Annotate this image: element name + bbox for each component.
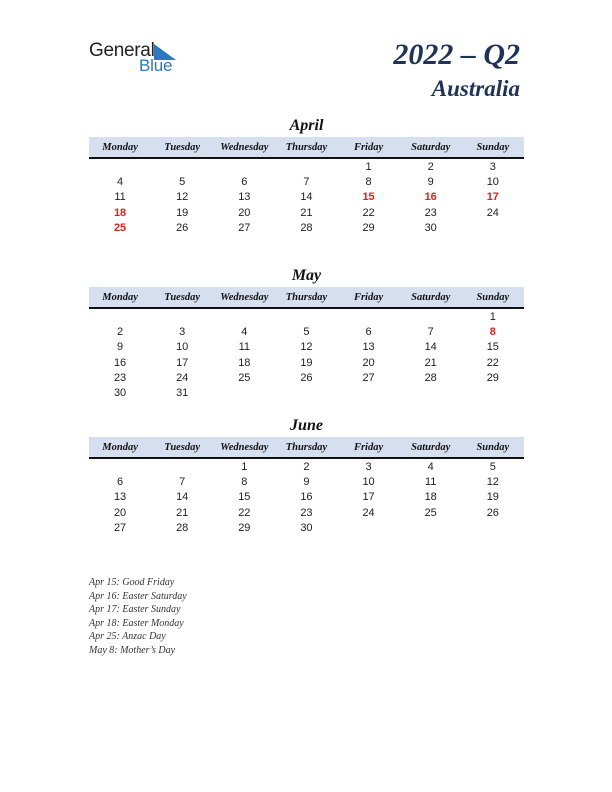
- day-cell: 17: [486, 191, 499, 204]
- empty-day-cell: [275, 160, 337, 175]
- day-cell: 16: [113, 356, 127, 369]
- day-cell: 19: [176, 206, 189, 219]
- day-cell: 15: [362, 191, 375, 204]
- day-cell: 18: [113, 206, 127, 219]
- day-cell: 14: [300, 191, 313, 204]
- day-cell: 14: [176, 491, 189, 504]
- day-cell: 11: [114, 191, 126, 204]
- day-cell: 18: [238, 356, 251, 369]
- weekday-friday: Friday: [353, 292, 384, 303]
- day-cell: 7: [303, 176, 310, 189]
- logo: [89, 40, 189, 76]
- day-cell: 24: [486, 206, 499, 219]
- weekday-wednesday: Wednesday: [220, 292, 269, 303]
- weekday-saturday: Saturday: [411, 442, 451, 453]
- month-june: [89, 415, 524, 536]
- empty-day-cell: [400, 521, 462, 536]
- day-cell: 19: [300, 356, 313, 369]
- empty-day-cell: [462, 386, 524, 401]
- empty-day-cell: [462, 521, 524, 536]
- day-cell: 13: [113, 491, 127, 504]
- day-cell: 2: [303, 461, 310, 473]
- day-cell: 9: [427, 176, 434, 189]
- holiday-note: Apr 17: Easter Sunday: [89, 604, 181, 616]
- empty-day-cell: [338, 386, 400, 401]
- weekday-tuesday: Tuesday: [164, 292, 201, 303]
- day-cell: 22: [362, 206, 375, 219]
- day-cell: 20: [362, 356, 375, 369]
- day-cell: 6: [241, 176, 248, 189]
- weekday-header: [89, 437, 524, 459]
- day-cell: 6: [117, 476, 124, 489]
- day-cell: 10: [362, 476, 375, 489]
- day-cell: 10: [486, 176, 499, 189]
- day-cell: 26: [176, 221, 189, 234]
- day-cell: 28: [176, 521, 189, 534]
- day-cell: 29: [362, 221, 375, 234]
- day-cell: 3: [489, 161, 496, 173]
- weekday-tuesday: Tuesday: [164, 442, 201, 453]
- day-cell: 30: [300, 521, 313, 534]
- weekday-thursday: Thursday: [285, 442, 328, 453]
- day-cell: 17: [176, 356, 189, 369]
- day-grid: [89, 459, 524, 536]
- day-cell: 31: [176, 386, 189, 399]
- empty-day-cell: [213, 310, 275, 325]
- empty-day-cell: [338, 521, 400, 536]
- day-cell: 30: [424, 221, 437, 234]
- month-title: May: [291, 267, 322, 284]
- quarter-title: 2022 – Q2: [393, 38, 520, 71]
- day-cell: 10: [176, 341, 189, 354]
- day-cell: 14: [424, 341, 437, 354]
- day-cell: 6: [365, 326, 372, 339]
- day-cell: 4: [117, 176, 124, 189]
- day-cell: 29: [486, 371, 499, 384]
- day-cell: 23: [300, 506, 313, 519]
- holiday-note: Apr 16: Easter Saturday: [89, 590, 187, 602]
- day-cell: 20: [113, 506, 127, 519]
- day-cell: 1: [489, 311, 496, 323]
- weekday-wednesday: Wednesday: [220, 142, 269, 153]
- day-cell: 8: [489, 326, 496, 339]
- empty-day-cell: [89, 460, 151, 475]
- logo-text-general: General: [89, 40, 155, 61]
- day-cell: 2: [427, 161, 434, 173]
- weekday-monday: Monday: [102, 442, 138, 453]
- weekday-header: [89, 287, 524, 309]
- weekday-monday: Monday: [102, 292, 138, 303]
- day-cell: 5: [489, 461, 496, 473]
- weekday-thursday: Thursday: [285, 292, 328, 303]
- empty-day-cell: [213, 386, 275, 401]
- day-cell: 4: [427, 461, 434, 473]
- day-cell: 23: [424, 206, 437, 219]
- day-cell: 3: [179, 326, 186, 339]
- empty-day-cell: [338, 310, 400, 325]
- weekday-saturday: Saturday: [411, 292, 451, 303]
- day-cell: 24: [176, 371, 189, 384]
- day-cell: 9: [117, 341, 124, 354]
- logo-text-blue: Blue: [139, 56, 173, 75]
- month-title: April: [289, 117, 324, 134]
- day-cell: 13: [362, 341, 375, 354]
- day-cell: 16: [300, 491, 313, 504]
- day-cell: 5: [303, 326, 310, 339]
- empty-day-cell: [275, 386, 337, 401]
- day-cell: 3: [365, 461, 372, 473]
- day-cell: 25: [424, 506, 437, 519]
- day-grid: [89, 159, 524, 236]
- day-cell: 1: [365, 161, 372, 173]
- day-cell: 25: [238, 371, 251, 384]
- day-cell: 15: [238, 491, 251, 504]
- day-grid: [89, 309, 524, 401]
- weekday-tuesday: Tuesday: [164, 142, 201, 153]
- day-cell: 12: [176, 191, 189, 204]
- empty-day-cell: [275, 310, 337, 325]
- weekday-friday: Friday: [353, 142, 384, 153]
- holiday-notes: [89, 576, 187, 658]
- empty-day-cell: [151, 460, 213, 475]
- weekday-header: [89, 137, 524, 159]
- day-cell: 21: [300, 206, 313, 219]
- day-cell: 12: [300, 341, 313, 354]
- day-cell: 5: [179, 176, 186, 189]
- weekday-wednesday: Wednesday: [220, 442, 269, 453]
- day-cell: 11: [424, 476, 437, 489]
- day-cell: 21: [176, 506, 189, 519]
- month-title: June: [290, 417, 323, 434]
- day-cell: 25: [113, 221, 127, 234]
- day-cell: 26: [300, 371, 313, 384]
- holiday-note: Apr 25: Anzac Day: [89, 631, 166, 643]
- day-cell: 30: [113, 386, 127, 399]
- day-cell: 24: [362, 506, 375, 519]
- day-cell: 1: [241, 461, 248, 473]
- holiday-note: Apr 15: Good Friday: [89, 577, 175, 588]
- day-cell: 7: [427, 326, 434, 339]
- weekday-sunday: Sunday: [476, 292, 510, 303]
- day-cell: 22: [486, 356, 499, 369]
- day-cell: 26: [486, 506, 499, 519]
- day-cell: 21: [424, 356, 437, 369]
- day-cell: 27: [362, 371, 375, 384]
- weekday-sunday: Sunday: [476, 142, 510, 153]
- day-cell: 9: [303, 476, 310, 489]
- day-cell: 18: [424, 491, 437, 504]
- day-cell: 27: [113, 521, 127, 534]
- weekday-friday: Friday: [353, 442, 384, 453]
- day-cell: 13: [238, 191, 251, 204]
- weekday-thursday: Thursday: [285, 142, 328, 153]
- empty-day-cell: [213, 160, 275, 175]
- day-cell: 15: [486, 341, 499, 354]
- day-cell: 16: [424, 191, 437, 204]
- day-cell: 29: [238, 521, 251, 534]
- holiday-note: Apr 18: Easter Monday: [89, 617, 184, 629]
- day-cell: 4: [241, 326, 248, 339]
- country-title: Australia: [431, 76, 520, 101]
- day-cell: 27: [238, 221, 251, 234]
- empty-day-cell: [89, 310, 151, 325]
- day-cell: 8: [241, 476, 248, 489]
- weekday-saturday: Saturday: [411, 142, 451, 153]
- empty-day-cell: [89, 160, 151, 175]
- day-cell: 8: [365, 176, 372, 189]
- day-cell: 7: [179, 476, 186, 489]
- month-may: [89, 265, 524, 401]
- month-april: [89, 115, 524, 236]
- empty-day-cell: [462, 221, 524, 236]
- day-cell: 20: [238, 206, 251, 219]
- day-cell: 11: [238, 341, 251, 354]
- day-cell: 23: [113, 371, 127, 384]
- day-cell: 2: [117, 326, 124, 339]
- empty-day-cell: [400, 386, 462, 401]
- day-cell: 19: [486, 491, 499, 504]
- day-cell: 28: [300, 221, 313, 234]
- empty-day-cell: [151, 310, 213, 325]
- day-cell: 28: [424, 371, 437, 384]
- day-cell: 12: [486, 476, 499, 489]
- empty-day-cell: [400, 310, 462, 325]
- holiday-note: May 8: Mother’s Day: [89, 644, 176, 656]
- weekday-sunday: Sunday: [476, 442, 510, 453]
- day-cell: 17: [362, 491, 375, 504]
- weekday-monday: Monday: [102, 142, 138, 153]
- day-cell: 22: [238, 506, 251, 519]
- empty-day-cell: [151, 160, 213, 175]
